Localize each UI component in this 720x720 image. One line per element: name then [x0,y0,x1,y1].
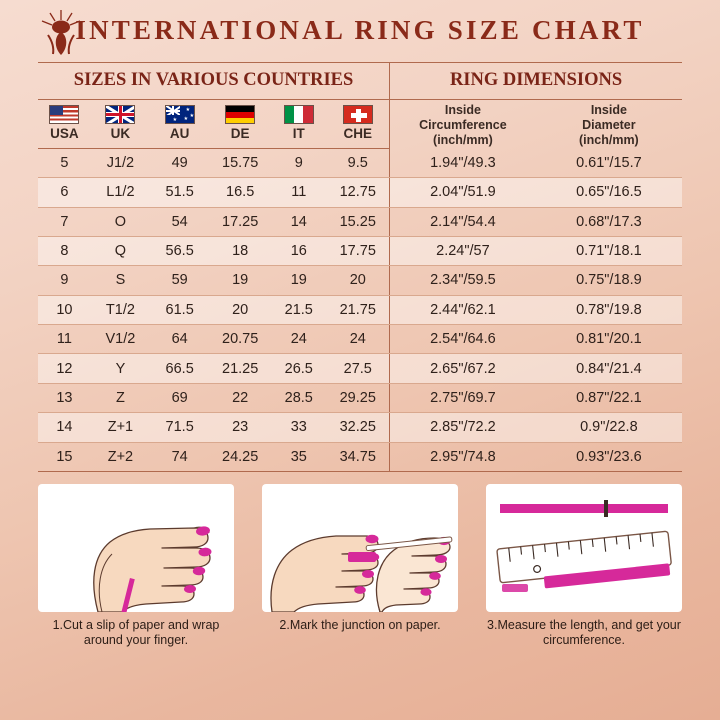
cell-au: 66.5 [150,354,209,383]
cell-che: 17.75 [326,236,389,265]
cell-circumference: 2.14"/54.4 [390,207,536,236]
cell-uk: Z [91,383,150,412]
flag-cell-che [326,100,389,125]
cell-au: 56.5 [150,236,209,265]
table-row [38,354,682,383]
cell-au: 74 [171,448,188,465]
cell-che: 27.5 [326,354,389,383]
cell-de: 20.75 [209,325,271,354]
table-row [38,207,682,236]
cell-diameter: 0.71"/18.1 [536,236,682,265]
column-header-de: DE [209,125,271,148]
cell-au: 61.5 [150,295,209,324]
cell-circumference: 2.75"/69.7 [390,383,536,412]
column-header-uk: UK [91,125,150,148]
cell-de: 15.75 [209,148,271,177]
cell-uk: T1/2 [91,295,150,324]
cell-circumference: 1.94"/49.3 [390,148,536,177]
instruction-caption-1: 1.Cut a slip of paper and wrap around your finger. [52,617,220,648]
cell-it: 24 [271,325,326,354]
cell-usa: 8 [38,236,91,265]
cell-circumference: 2.24"/57 [390,236,536,265]
australia-flag-icon: ★ ★ ★ ★ [165,105,195,124]
cell-uk: Z+1 [91,413,150,442]
table-row [38,236,682,265]
cell-uk: V1/2 [91,325,150,354]
table-row [38,325,682,354]
cell-circumference: 2.65"/67.2 [390,354,536,383]
cell-au: 64 [150,325,209,354]
cell-uk: Q [91,236,150,265]
page-title: INTERNATIONAL RING SIZE CHART [75,14,645,45]
cell-de: 22 [209,383,271,412]
cell-che: 20 [326,266,389,295]
cell-usa: 7 [38,207,91,236]
cell-it: 14 [271,207,326,236]
cell-che: 32.25 [326,413,389,442]
cell-che: 15.25 [326,207,389,236]
flag-cell-it [271,100,326,125]
cell-it: 21.5 [271,295,326,324]
instruction-card-1 [38,484,234,649]
cell-circumference: 2.04"/51.9 [390,178,536,207]
table-row [38,266,682,295]
uk-flag-icon [105,105,135,124]
cell-usa: 13 [38,383,91,412]
group-header-countries: SIZES IN VARIOUS COUNTRIES [38,63,390,100]
table-row [38,178,682,207]
cell-au: 49 [150,148,209,177]
hand-marking-junction-illustration [262,484,458,612]
instruction-card-2 [262,484,458,649]
cell-uk: Z+2 [107,448,134,465]
column-header-che: CHE [326,125,389,148]
cell-usa: 12 [38,354,91,383]
flag-cell-usa [38,100,91,125]
hand-with-paper-slip-illustration [38,484,234,612]
cell-diameter: 0.87"/22.1 [536,383,682,412]
cell-circumference: 2.34"/59.5 [390,266,536,295]
instruction-card-3 [486,484,682,649]
instructions-section [38,484,682,649]
column-header-inside-diameter [536,100,682,149]
size-table-body [38,148,682,471]
cell-che: 24 [326,325,389,354]
italy-flag-icon [284,105,314,124]
usa-flag-icon [49,105,79,124]
column-header-inside-circumference [390,100,536,149]
flag-cell-au [150,100,209,125]
cell-de: 24.25 [222,448,259,465]
page-header [0,0,720,60]
table-row [38,148,682,177]
cell-uk: J1/2 [91,148,150,177]
cell-uk: L1/2 [91,178,150,207]
cell-au: 51.5 [150,178,209,207]
cell-diameter: 0.61"/15.7 [536,148,682,177]
circumference-line1: Inside [444,103,481,117]
germany-flag-icon [225,105,255,124]
cell-it: 35 [290,448,307,465]
cell-che: 12.75 [326,178,389,207]
diameter-line2: Diameter [582,117,636,132]
cell-diameter: 0.81"/20.1 [536,325,682,354]
cell-circumference: 2.85"/72.2 [390,413,536,442]
cell-de: 19 [209,266,271,295]
cell-circumference: 2.54"/64.6 [390,325,536,354]
cell-it: 33 [271,413,326,442]
cell-it: 9 [271,148,326,177]
cell-usa: 15 [56,448,73,465]
cell-usa: 9 [38,266,91,295]
cell-usa: 14 [38,413,91,442]
cell-uk: Y [91,354,150,383]
diameter-line3: (inch/mm) [579,132,639,147]
table-row [38,442,682,471]
cell-au: 54 [150,207,209,236]
cell-it: 11 [271,178,326,207]
circumference-line2: Circumference [419,117,507,132]
table-row [38,383,682,412]
cell-au: 71.5 [150,413,209,442]
cell-de: 16.5 [209,178,271,207]
cell-che: 34.75 [339,448,376,465]
ruler-measuring-paper-illustration [486,484,682,612]
cell-de: 21.25 [209,354,271,383]
instruction-caption-2: 2.Mark the junction on paper. [279,617,441,632]
column-header-usa: USA [38,125,91,148]
cell-diameter: 0.93"/23.6 [576,448,642,465]
cell-it: 19 [271,266,326,295]
column-header-it: IT [271,125,326,148]
cell-it: 26.5 [271,354,326,383]
cell-diameter: 0.65"/16.5 [536,178,682,207]
instruction-caption-3: 3.Measure the length, and get your circumference. [487,617,681,648]
cell-diameter: 0.75"/18.9 [536,266,682,295]
cell-de: 20 [209,295,271,324]
cell-che: 9.5 [326,148,389,177]
cell-it: 28.5 [271,383,326,412]
circumference-line3: (inch/mm) [433,132,493,147]
cell-au: 69 [150,383,209,412]
table-row [38,295,682,324]
table-flag-row [38,100,682,125]
cell-usa: 5 [38,148,91,177]
group-header-dimensions: RING DIMENSIONS [390,63,682,100]
cell-de: 17.25 [209,207,271,236]
cell-circumference: 2.95"/74.8 [390,442,536,471]
size-table-container [38,62,682,472]
table-group-header-row [38,63,682,100]
cell-usa: 11 [38,325,91,354]
cell-che: 29.25 [326,383,389,412]
cell-diameter: 0.9"/22.8 [536,413,682,442]
cell-usa: 10 [38,295,91,324]
cell-circumference: 2.44"/62.1 [390,295,536,324]
flag-cell-de [209,100,271,125]
cell-de: 23 [209,413,271,442]
cell-de: 18 [209,236,271,265]
table-row [38,413,682,442]
cell-uk: S [91,266,150,295]
diameter-line1: Inside [590,103,627,117]
cell-diameter: 0.78"/19.8 [536,295,682,324]
cell-usa: 6 [38,178,91,207]
cell-uk: O [91,207,150,236]
switzerland-flag-icon [343,105,373,124]
flag-cell-uk [91,100,150,125]
cell-diameter: 0.84"/21.4 [536,354,682,383]
ring-size-table [38,63,682,471]
cell-au: 59 [150,266,209,295]
brand-logo-icon [34,8,88,58]
column-header-au: AU [150,125,209,148]
cell-it: 16 [271,236,326,265]
cell-diameter: 0.68"/17.3 [536,207,682,236]
cell-che: 21.75 [326,295,389,324]
